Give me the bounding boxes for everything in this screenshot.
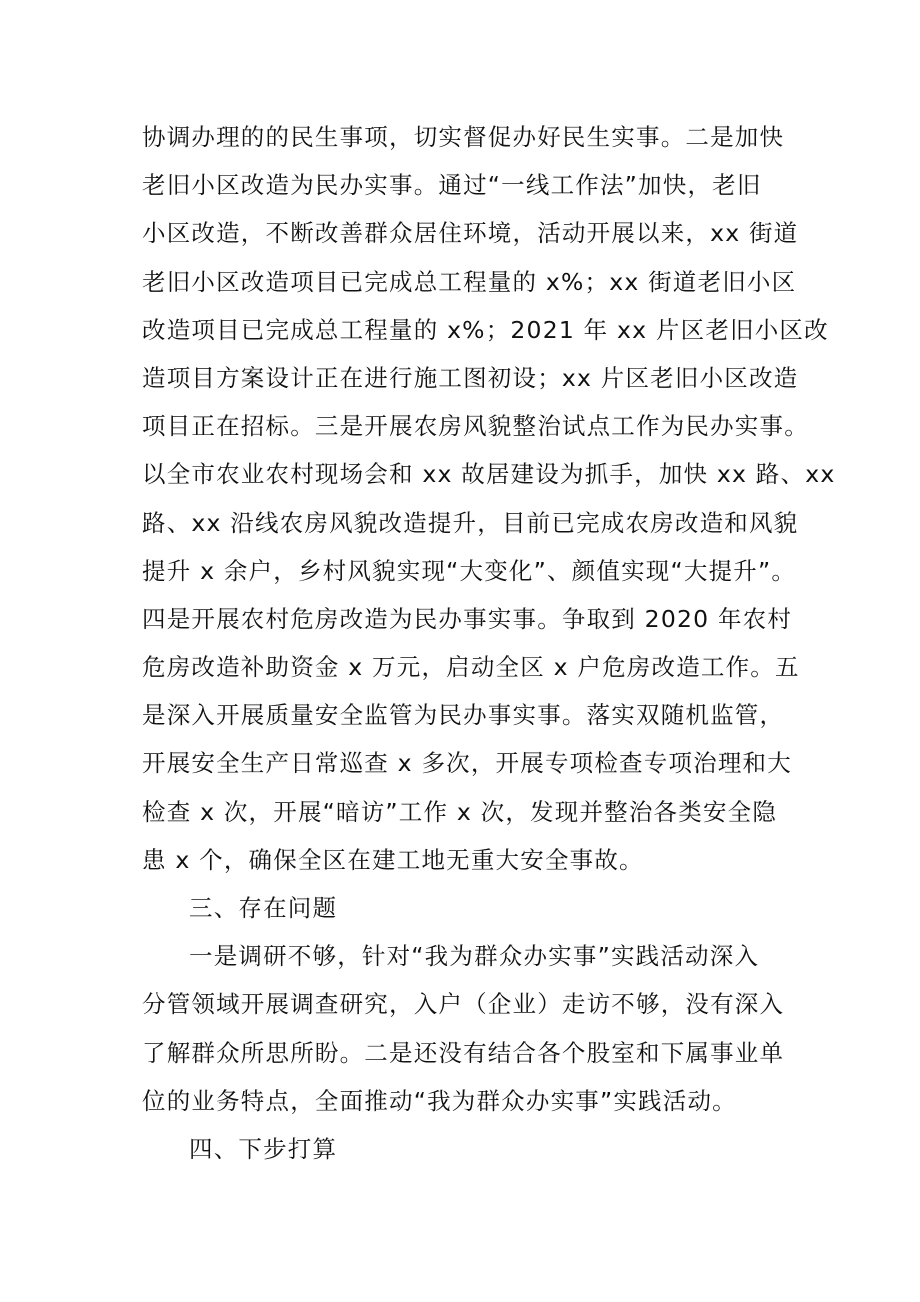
section-heading-next-steps: 四、下步打算 [189,1134,338,1163]
body-line: 是深入开展质量安全监管为民办事实事。落实双随机监管， [142,701,785,730]
body-line: 开展安全生产日常巡查 x 多次，开展专项检查专项治理和大 [142,749,792,778]
problems-line: 位的业务特点，全面推动“我为群众办实事”实践活动。 [142,1086,737,1115]
body-line: 提升 x 余户，乡村风貌实现“大变化”、颜值实现“大提升”。 [142,556,797,585]
section-heading-problems: 三、存在问题 [189,894,338,922]
body-line: 造项目方案设计正在进行施工图初设；xx 片区老旧小区改造 [142,363,799,392]
body-line: 项目正在招标。三是开展农房风貌整治试点工作为民办实事。 [142,412,809,441]
problems-line: 分管领域开展调查研究，入户（企业）走访不够，没有深入 [142,990,785,1019]
body-line: 小区改造，不断改善群众居住环境，活动开展以来，xx 街道 [142,219,799,248]
body-line: 老旧小区改造为民办实事。通过“一线工作法”加快，老旧 [142,171,762,200]
body-line: 患 x 个，确保全区在建工地无重大安全事故。 [142,845,644,874]
document-body [142,113,836,1173]
body-line: 检查 x 次，开展“暗访”工作 x 次，发现并整治各类安全隐 [142,797,778,826]
body-line: 路、xx 沿线农房风貌改造提升，目前已完成农房改造和风貌 [142,508,799,537]
body-line: 危房改造补助资金 x 万元，启动全区 x 户危房改造工作。五 [142,653,800,682]
problems-line: 一是调研不够，针对“我为群众办实事”实践活动深入 [189,942,760,971]
body-line: 以全市农业农村现场会和 xx 故居建设为抓手，加快 xx 路、xx [142,460,836,489]
body-line: 改造项目已完成总工程量的 x%；2021 年 xx 片区老旧小区改 [142,315,829,344]
body-line: 老旧小区改造项目已完成总工程量的 x%；xx 街道老旧小区 [142,267,797,296]
body-line: 协调办理的的民生事项，切实督促办好民生实事。二是加快 [142,123,785,151]
body-line: 四是开展农村危房改造为民办事实事。争取到 2020 年农村 [142,604,793,633]
problems-line: 了解群众所思所盼。二是还没有结合各个股室和下属事业单 [142,1038,785,1067]
